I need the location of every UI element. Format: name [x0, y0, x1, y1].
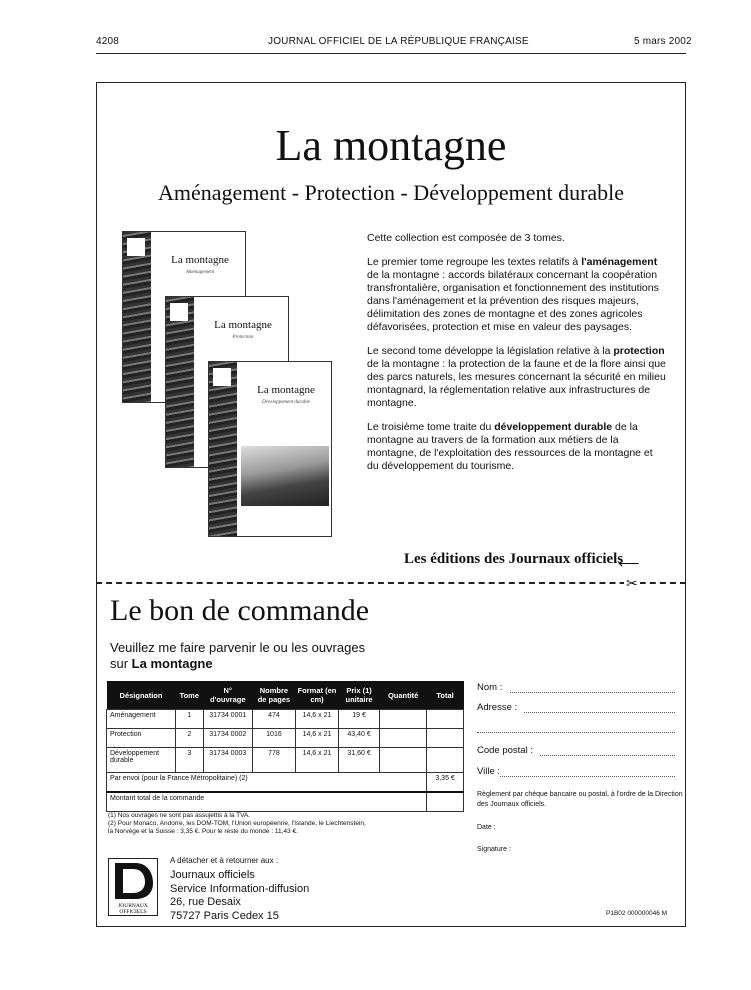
quantity-field[interactable] — [380, 710, 427, 729]
footnotes: (1) Nos ouvrages ne sont pas assujettis à la TVA. (2) Pour Monaco, Andorre, les DOM-TOM, l'Union européenne, l'Islande, le Liechtenstein, la Norvège et la Suisse : 3,35 €. Pour le reste du monde : 11,43 €. — [108, 812, 366, 835]
cut-line — [96, 582, 686, 584]
header-rule — [96, 53, 686, 54]
order-form-title: Le bon de commande — [110, 594, 370, 627]
advert-subtitle: Aménagement - Protection - Développement durable — [157, 180, 625, 205]
reference-code: P1B02 000000046 M — [606, 910, 668, 917]
collection-description — [367, 232, 667, 484]
book-title: La montagne — [214, 319, 272, 331]
col-header: Total — [427, 681, 464, 710]
intro-paragraph: Le second tome développe la législation relative à la protection de la montagne : la protection de la faune et de la flore ainsi que des parcs naturels, les mesures concernant la sécurité en milieu montagnard, la réglementation relative aux infrastructures de montagne. — [367, 345, 666, 409]
grand-total-field[interactable] — [427, 792, 464, 812]
total-field[interactable] — [427, 748, 464, 773]
book-subtitle: Aménagement — [185, 270, 215, 275]
signature-label: Signature : — [477, 846, 511, 853]
total-field[interactable] — [427, 729, 464, 748]
col-header: Quantité — [380, 681, 427, 710]
adresse-label: Adresse : — [477, 702, 518, 713]
book-subtitle: Développement durable — [262, 400, 310, 405]
svg-text:JOURNAUX: JOURNAUX — [118, 903, 148, 909]
intro-paragraph: Le premier tome regroupe les textes relatifs à l'aménagement de la montagne : accords bilatéraux concernant la coopération transfrontalière, organisation et fonctionnement des institutions dans l'aménagement et la prévention des risques majeurs, délimitation des zones de montagne et des zones agricoles défavorisées, protection et mise en valeur des paysages. — [367, 256, 659, 333]
col-header: Nombre de pages — [252, 681, 295, 710]
mountain-photo — [241, 446, 329, 506]
return-instructions: A détacher et à retourner aux : — [170, 856, 279, 865]
col-header: Tome — [175, 681, 203, 710]
jo-logo-icon — [127, 238, 145, 256]
code-postal-label: Code postal : — [477, 745, 533, 756]
order-request: Veuillez me faire parvenir le ou les ouvrages sur La montagne — [110, 640, 366, 671]
col-header: Désignation — [107, 681, 176, 710]
adresse-field-2[interactable] — [477, 732, 675, 733]
col-header: N° d'ouvrage — [203, 681, 252, 710]
book-subtitle: Protection — [232, 335, 254, 340]
book-cover-3 — [208, 361, 332, 537]
table-row: Aménagement 1 31734 0001 474 14,6 x 21 19 € — [107, 710, 464, 729]
ville-label: Ville : — [477, 766, 501, 777]
nom-label: Nom : — [477, 682, 503, 693]
book-title: La montagne — [171, 254, 229, 266]
jo-logo-icon — [170, 303, 188, 321]
date-label: Date : — [477, 824, 496, 831]
jo-logo-icon — [109, 859, 157, 915]
issue-date: 5 mars 2002 — [634, 36, 692, 47]
advert-title: La montagne — [275, 121, 507, 170]
journal-title: JOURNAL OFFICIEL DE LA RÉPUBLIQUE FRANÇAISE — [268, 36, 529, 47]
code-postal-field[interactable] — [540, 755, 675, 756]
col-header: Prix (1) unitaire — [338, 681, 379, 710]
table-row: Protection 2 31734 0002 1016 14,6 x 21 43,40 € — [107, 729, 464, 748]
ville-field[interactable] — [500, 776, 675, 777]
intro-paragraph: Le troisième tome traite du développement durable de la montagne au travers de la formation aux métiers de la montagne, de l'exploitation des ressources de la montagne et du développement du tourisme. — [367, 421, 653, 472]
intro-paragraph: Cette collection est composée de 3 tomes. — [367, 232, 565, 244]
page-number: 4208 — [96, 36, 120, 47]
svg-text:OFFICIELS: OFFICIELS — [119, 909, 147, 915]
publisher-label: Les éditions des Journaux officiels — [404, 551, 624, 567]
scissors-icon: ✂ — [626, 575, 638, 591]
nom-field[interactable] — [510, 692, 675, 693]
table-row: Développement durable 3 31734 0003 778 14,6 x 21 31,60 € — [107, 748, 464, 773]
arrow-left-icon: ⟵ — [618, 555, 640, 572]
shipping-row: Par envoi (pour la France Métropolitaine) (2) 3,35 € — [107, 773, 464, 793]
journaux-officiels-logo — [108, 858, 158, 916]
quantity-field[interactable] — [380, 729, 427, 748]
adresse-field[interactable] — [524, 712, 675, 713]
order-table — [106, 681, 464, 812]
quantity-field[interactable] — [380, 748, 427, 773]
return-address: Journaux officiels Service Information-diffusion 26, rue Desaix 75727 Paris Cedex 15 — [170, 869, 310, 922]
total-row: Montant total de la commande — [107, 792, 464, 812]
book-title: La montagne — [257, 384, 315, 396]
payment-info: Règlement par chèque bancaire ou postal, à l'ordre de la Direction des Journaux officiels. — [477, 791, 683, 808]
col-header: Format (en cm) — [296, 681, 339, 710]
jo-logo-icon — [213, 368, 231, 386]
total-field[interactable] — [427, 710, 464, 729]
